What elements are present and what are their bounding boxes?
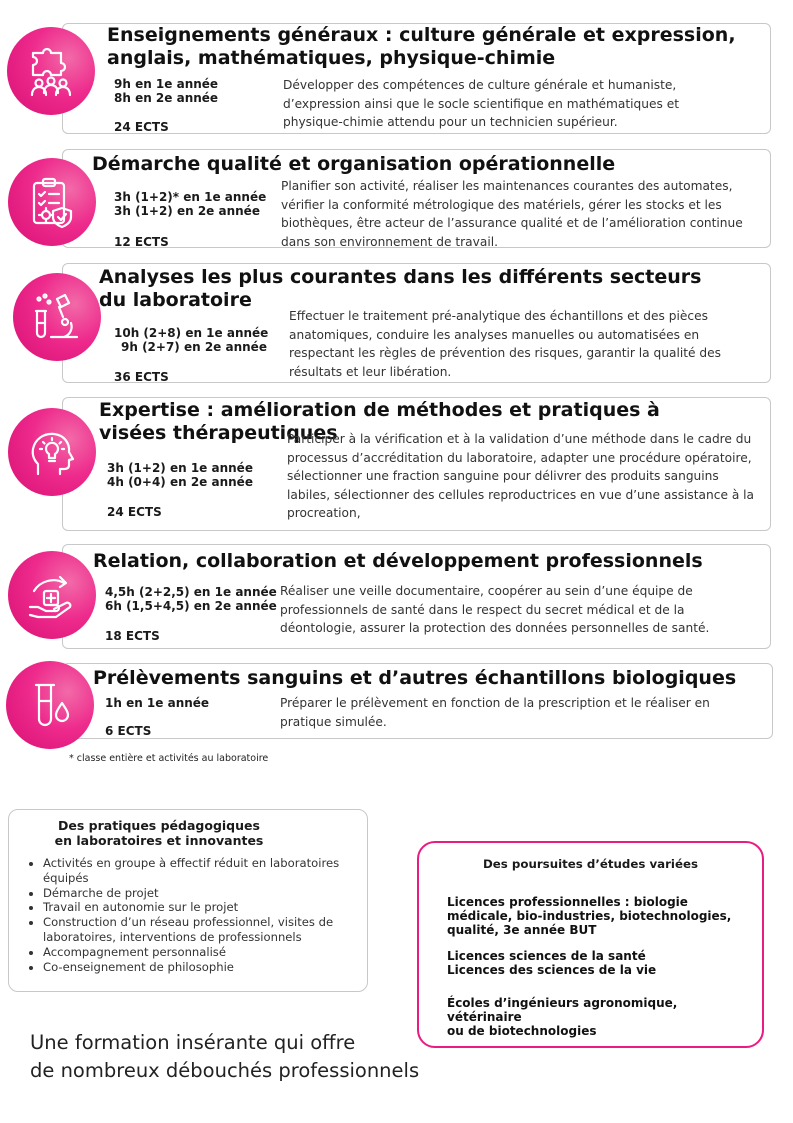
blood-tube-icon [6, 661, 94, 749]
hours-year-2: 9h (2+7) en 2e année [121, 340, 267, 354]
module-hours [105, 696, 209, 710]
module-hours [114, 326, 268, 354]
module-ects: 24 ECTS [114, 120, 169, 134]
care-hand-icon [8, 551, 96, 639]
list-item: • Co-enseignement de philosophie [43, 960, 369, 975]
module-hours [114, 77, 218, 105]
hours-year-1: 3h (1+2)* en 1e année [114, 190, 267, 204]
studies-line: Écoles d’ingénieurs agronomique, [447, 996, 678, 1010]
module-ects: 36 ECTS [114, 370, 169, 384]
module-hours [105, 585, 277, 613]
module-title: Relation, collaboration et développement professionnels [93, 550, 703, 572]
module-description: Réaliser une veille documentaire, coopérer au sein d’une équipe de professionnels de santé dans le respect du secret médical et de la déontologie, assurer la protection des données personnelles de santé. [280, 584, 710, 635]
studies-line: ou de biotechnologies [447, 1024, 597, 1038]
pedagogy-title [9, 818, 309, 848]
closing-statement [30, 1029, 419, 1085]
module-title: Prélèvements sanguins et d’autres échantillons biologiques [93, 667, 737, 689]
hours-year-2: 6h (1,5+4,5) en 2e année [105, 599, 277, 613]
module-description: Planifier son activité, réaliser les maintenances courantes des automates, vérifier la conformité métrologique des matériels, gérer les stocks et les biothèques, être acteur de l’assurance qualité et de l’amélioration continue dans son environnement de travail. [281, 179, 743, 249]
studies-line: qualité, 3e année BUT [447, 923, 597, 937]
module-ects: 18 ECTS [105, 629, 160, 643]
quality-clipboard-icon [8, 158, 96, 246]
module-description: Préparer le prélèvement en fonction de la prescription et le réaliser en pratique simulée. [280, 696, 710, 729]
footnote: * classe entière et activités au laboratoire [69, 753, 269, 764]
studies-title: Des poursuites d’études variées [483, 857, 698, 871]
hours-year-1: 3h (1+2) en 1e année [107, 461, 253, 475]
hours-year-1: 4,5h (2+2,5) en 1e année [105, 585, 277, 599]
module-title: Enseignements généraux : culture générale et expression, anglais, mathématiques, physique-chimie [107, 24, 736, 69]
studies-box [417, 841, 764, 1048]
module-title: Expertise : amélioration de méthodes et pratiques à visées thérapeutiques [99, 399, 660, 444]
list-item: • Travail en autonomie sur le projet [43, 900, 369, 915]
closing-line: Une formation insérante qui offre [30, 1031, 356, 1054]
closing-line: de nombreux débouchés professionnels [30, 1059, 420, 1082]
hours-year-1: 9h en 1e année [114, 77, 219, 91]
list-item: • Activités en groupe à effectif réduit en laboratoires équipés [43, 856, 369, 886]
studies-line: Licences des sciences de la vie [447, 963, 657, 977]
pedagogy-title-line: Des pratiques pédagogiques [58, 818, 260, 833]
module-title: Démarche qualité et organisation opérationnelle [92, 153, 616, 175]
module-ects: 12 ECTS [114, 235, 169, 249]
module-ects: 24 ECTS [107, 505, 162, 519]
module-description: Participer à la vérification et à la validation d’une méthode dans le cadre du processus d’accréditation du laboratoire, adapter une procédure opératoire, sélectionner une fraction sanguine pour délivrer des produits sanguins labiles, sélectionner des cellules reproductrices en vue d’une assistance à la procreation, [287, 432, 755, 520]
pedagogy-list [23, 856, 369, 974]
module-title: Analyses les plus courantes dans les différents secteurs du laboratoire [99, 266, 702, 311]
pedagogy-title-line: en laboratoires et innovantes [54, 833, 264, 848]
module-description: Développer des compétences de culture générale et humaniste, d’expression ainsi que le socle scientifique en mathématiques et physique-chimie attendu pour un technicien supérieur. [283, 78, 680, 129]
module-ects: 6 ECTS [105, 724, 152, 738]
module-hours [107, 461, 253, 489]
hours-year-1: 10h (2+8) en 1e année [114, 326, 269, 340]
module-description: Effectuer le traitement pré-analytique des échantillons et des pièces anatomiques, conduire les analyses manuelles ou automatisées en respectant les règles de prévention des risques, garantir la qualité des résultats et leur libération. [289, 309, 721, 379]
studies-group [447, 996, 677, 1038]
head-idea-icon [8, 408, 96, 496]
microscope-icon [13, 273, 101, 361]
list-item: • Accompagnement personnalisé [43, 945, 369, 960]
studies-group [447, 895, 731, 937]
hours-year-2: 3h (1+2) en 2e année [114, 204, 260, 218]
module-hours [114, 190, 266, 218]
hours-year-2: 8h en 2e année [114, 91, 219, 105]
teamwork-puzzle-icon [7, 27, 95, 115]
studies-line: vétérinaire [447, 1010, 522, 1024]
studies-line: Licences professionnelles : biologie [447, 895, 688, 909]
hours-year-2: 4h (0+4) en 2e année [107, 475, 253, 489]
list-item: • Démarche de projet [43, 886, 369, 901]
studies-line: Licences sciences de la santé [447, 949, 646, 963]
list-item: • Construction d’un réseau professionnel, visites de laboratoires, interventions de professionnels [43, 915, 369, 945]
pedagogy-box [8, 809, 368, 992]
studies-group [447, 949, 656, 977]
studies-line: médicale, bio-industries, biotechnologies, [447, 909, 732, 923]
hours-year-1: 1h en 1e année [105, 696, 210, 710]
